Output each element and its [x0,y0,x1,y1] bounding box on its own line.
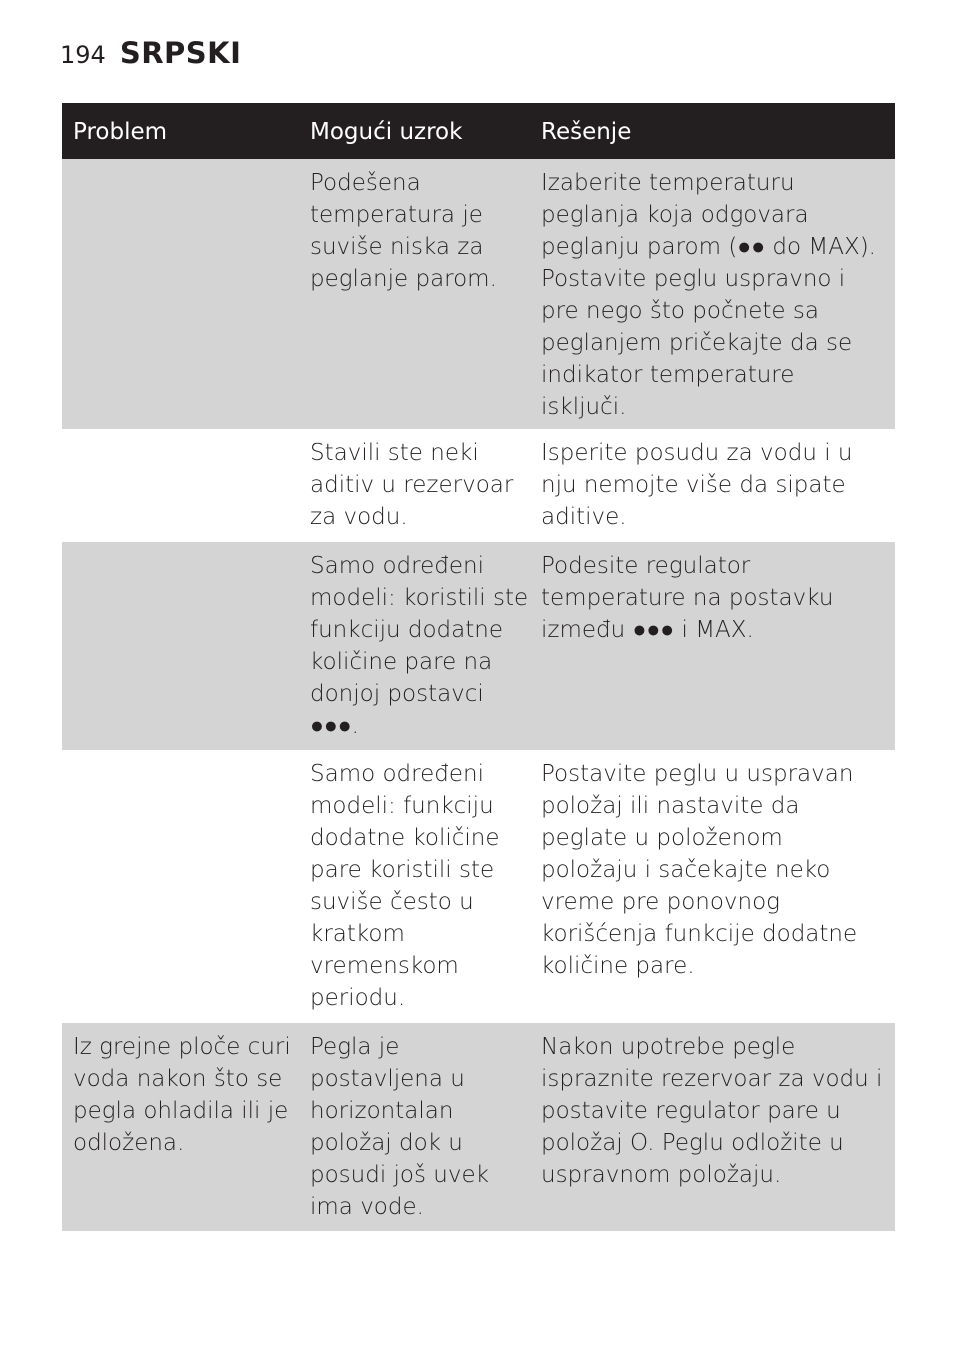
solution-cell: Postavite peglu u uspravan položaj ili nastavite da peglate u položenom položaju i sačekajte neko vreme pre ponovnog korišćenja funkcije dodatne količine pare. [541,761,858,979]
section-title: SRPSKI [119,36,242,70]
problem-cell [62,550,299,742]
table-header [62,103,895,159]
column-header-solution: Rešenje [541,119,632,145]
column-header-problem: Problem [73,119,168,145]
cause-cell: Podešena temperatura je suviše niska za peglanje parom. [310,170,497,292]
troubleshooting-table [62,103,895,1231]
solution-cell: Nakon upotrebe pegle ispraznite rezervoar za vodu i postavite regulator pare u položaj O. Peglu odložite u uspravnom položaju. [541,1034,883,1188]
table-row [62,429,895,542]
problem-cell: Iz grejne ploče curi voda nakon što se pegla ohladila ili je odložena. [73,1034,291,1156]
solution-cell: Podesite regulator temperature na postavku između ●●● i MAX. [541,553,834,643]
table-row [62,542,895,750]
page-number: 194 [60,41,106,69]
problem-cell [62,437,299,534]
cause-cell: Samo određeni modeli: koristili ste funkciju dodatne količine pare na donjoj postavci ●●●. [310,553,529,739]
column-header-cause: Mogući uzrok [310,119,463,145]
cause-cell: Pegla je postavljena u horizontalan položaj dok u posudi još uvek ima vode. [310,1034,489,1220]
cause-cell: Samo određeni modeli: funkciju dodatne količine pare koristili ste suviše često u kratkom vremenskom periodu. [310,761,500,1011]
problem-cell [62,167,299,421]
problem-cell [62,758,299,1015]
table-row [62,750,895,1023]
table-row [62,159,895,429]
table-row [62,1023,895,1231]
page-header [60,36,241,70]
solution-cell: Isperite posudu za vodu i u nju nemojte više da sipate aditive. [541,440,853,530]
solution-cell: Izaberite temperaturu peglanja koja odgovara peglanju parom (●● do MAX). Postavite peglu uspravno i pre nego što počnete sa peglanjem pričekajte da se indikator temperature isključi. [541,170,876,420]
cause-cell: Stavili ste neki aditiv u rezervoar za vodu. [310,440,514,530]
